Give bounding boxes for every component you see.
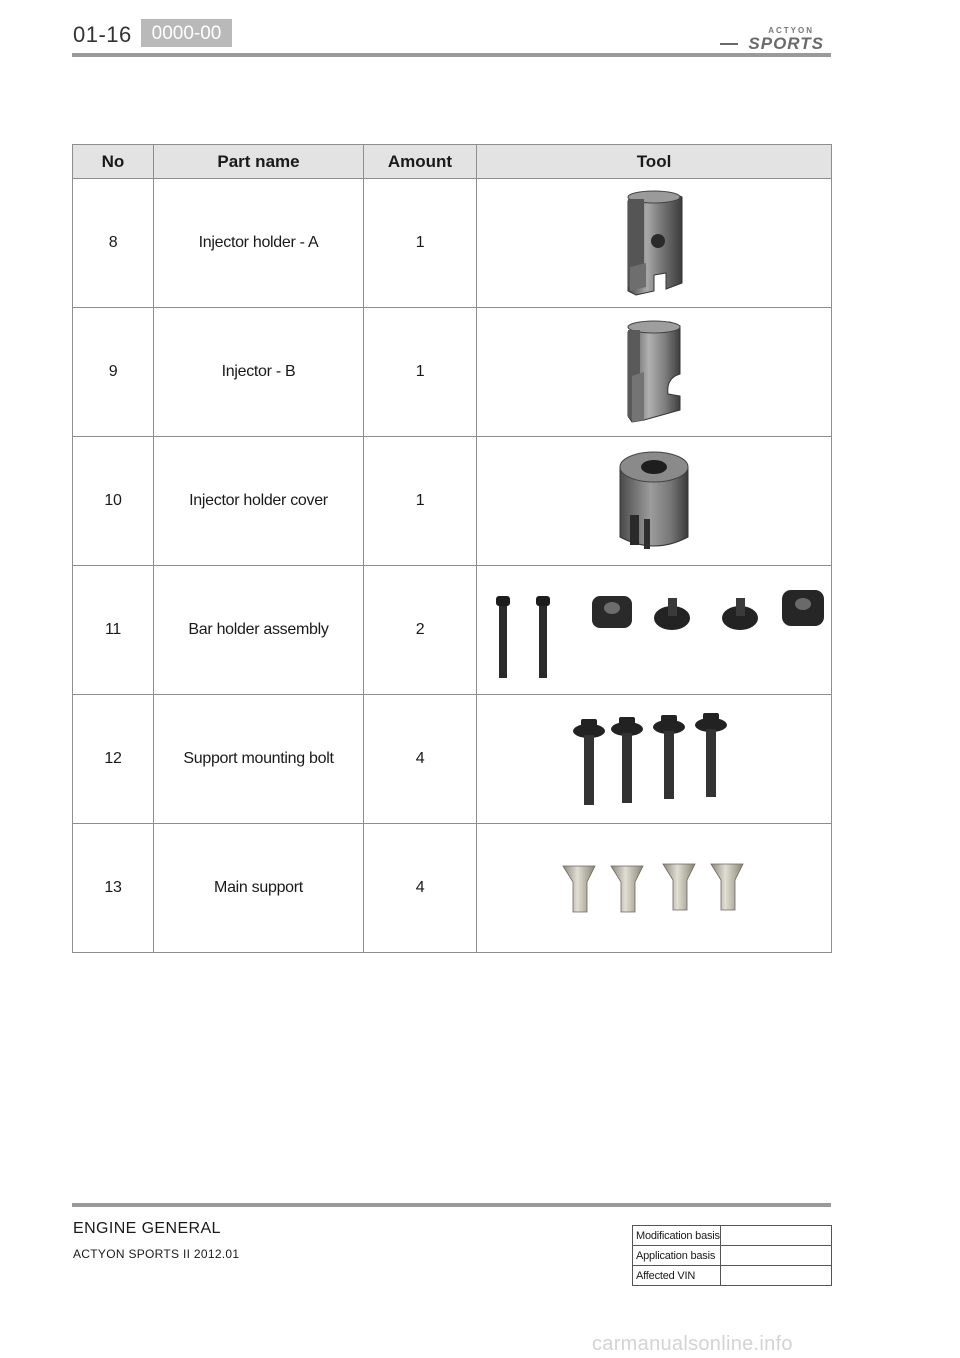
page-number: 01-16 <box>73 22 132 47</box>
cell-no: 13 <box>73 824 154 953</box>
table-row <box>73 308 832 437</box>
cell-part-name: Bar holder assembly <box>154 566 364 695</box>
info-value <box>721 1246 832 1266</box>
table-row <box>73 824 832 953</box>
footer-section-title: ENGINE GENERAL <box>73 1220 221 1237</box>
info-value <box>721 1226 832 1246</box>
column-header-no: No <box>73 145 154 179</box>
table-header-row <box>73 145 832 179</box>
info-label: Modification basis <box>633 1226 721 1246</box>
header-rule <box>72 53 831 57</box>
injector-b-photo <box>614 316 694 428</box>
svg-text:SPORTS: SPORTS <box>748 34 824 52</box>
bar-holder-assembly-photo <box>482 580 827 680</box>
column-header-tool: Tool <box>477 145 832 179</box>
cell-part-name: Main support <box>154 824 364 953</box>
info-value <box>721 1266 832 1286</box>
cell-no: 11 <box>73 566 154 695</box>
injector-holder-cover-photo <box>614 445 694 557</box>
cell-no: 8 <box>73 179 154 308</box>
cell-tool <box>477 695 832 824</box>
info-label: Application basis <box>633 1246 721 1266</box>
info-label: Affected VIN <box>633 1266 721 1286</box>
cell-no: 10 <box>73 437 154 566</box>
injector-holder-a-photo <box>614 187 694 299</box>
table-row <box>73 179 832 308</box>
cell-amount: 1 <box>364 437 477 566</box>
cell-tool <box>477 179 832 308</box>
cell-amount: 4 <box>364 695 477 824</box>
column-header-part-name: Part name <box>154 145 364 179</box>
cell-amount: 4 <box>364 824 477 953</box>
support-mounting-bolt-photo <box>569 709 739 809</box>
cell-no: 9 <box>73 308 154 437</box>
main-support-photo <box>559 860 749 916</box>
cell-part-name: Injector holder cover <box>154 437 364 566</box>
cell-amount: 1 <box>364 308 477 437</box>
cell-tool <box>477 437 832 566</box>
revision-info-box <box>632 1225 832 1286</box>
info-row <box>633 1266 832 1286</box>
info-row <box>633 1226 832 1246</box>
cell-part-name: Injector - B <box>154 308 364 437</box>
section-code-badge: 0000-00 <box>141 19 232 47</box>
cell-amount: 2 <box>364 566 477 695</box>
cell-tool <box>477 566 832 695</box>
cell-no: 12 <box>73 695 154 824</box>
watermark: carmanualsonline.info <box>592 1333 793 1355</box>
footer-model: ACTYON SPORTS II 2012.01 <box>73 1247 240 1261</box>
cell-part-name: Support mounting bolt <box>154 695 364 824</box>
svg-text:ACTYON: ACTYON <box>768 26 814 35</box>
cell-amount: 1 <box>364 179 477 308</box>
cell-part-name: Injector holder - A <box>154 179 364 308</box>
footer-rule <box>72 1203 831 1207</box>
info-row <box>633 1246 832 1266</box>
table-row <box>73 695 832 824</box>
actyon-sports-logo <box>718 24 832 52</box>
cell-tool <box>477 824 832 953</box>
cell-tool <box>477 308 832 437</box>
table-row <box>73 437 832 566</box>
table-row <box>73 566 832 695</box>
column-header-amount: Amount <box>364 145 477 179</box>
special-tools-table <box>72 144 832 953</box>
